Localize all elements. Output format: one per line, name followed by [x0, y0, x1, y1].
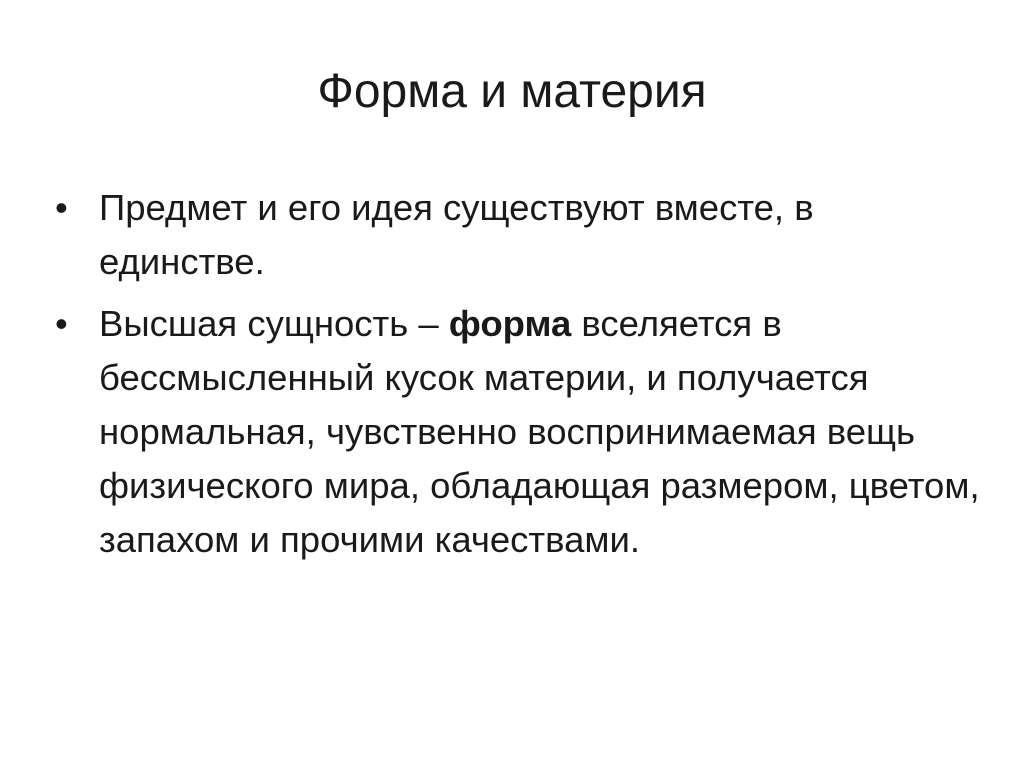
bullet-item-unity — [55, 181, 980, 289]
slide-title: Форма и материя — [317, 65, 707, 118]
bullet-dot-icon: • — [55, 187, 68, 228]
bullet-item-form — [55, 297, 980, 567]
bullet-text-before: Высшая сущность – — [99, 303, 449, 344]
bullet-emphasis: форма — [448, 303, 572, 344]
bullet-dot-icon: • — [55, 303, 68, 344]
bullet-text-after: вселяется в бессмысленный кусок материи, и получается нормальная, чувственно воспринимаемая вещь физического мира, обладающая размером, цветом, запахом и прочими качествами. — [99, 303, 980, 560]
bullet-text: Предмет и его идея существуют вместе, в единстве. — [99, 187, 814, 282]
bullet-list — [55, 181, 980, 575]
